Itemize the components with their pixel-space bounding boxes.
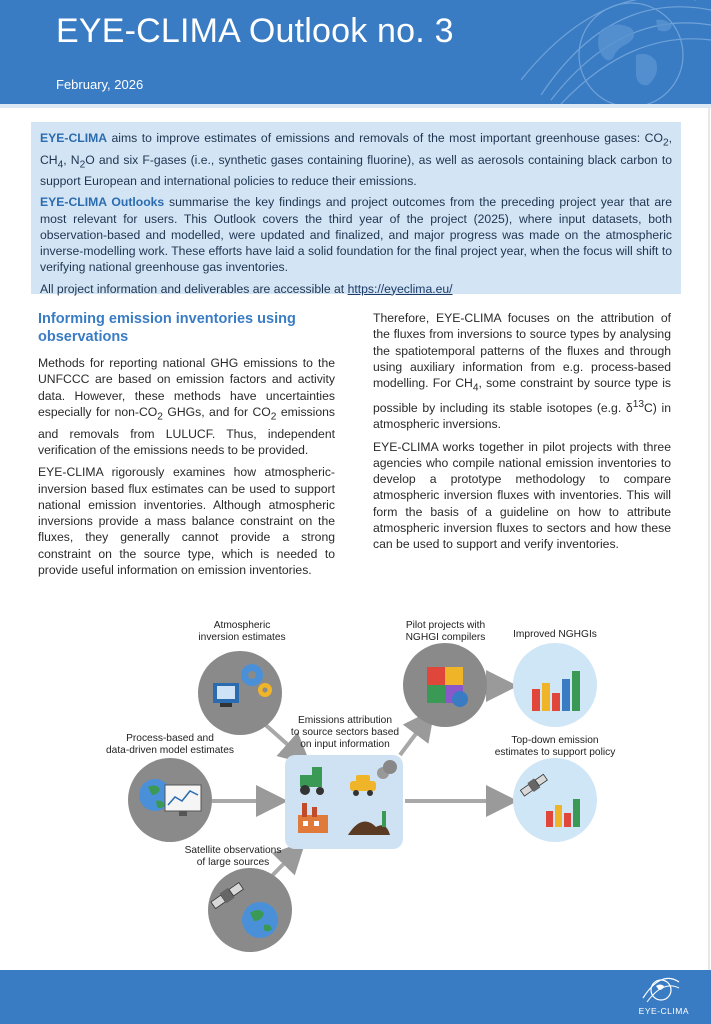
right-column [373,310,671,559]
label-line: NGHGI compilers [405,632,486,643]
publication-date: February, 2026 [56,77,144,92]
label-line: Emissions attribution [298,715,392,726]
label-line: Improved NGHGIs [513,629,597,640]
intro-paragraph-2 [40,194,672,275]
improved-nghgi-node [513,643,597,727]
label-line: Pilot projects with [405,620,486,631]
subscript: 2 [157,411,163,423]
label-line: inversion estimates [198,632,286,643]
intro-box [31,122,681,294]
subscript: 4 [472,382,479,394]
intro-text: summarise the key findings and project outcomes from the preceding project year that are most relevant for users. This Outlook covers the third year of the project (2025), where input datasets, both observation-based and modelled, were updated and finalized, and major progress was made on the atmospheric inverse-modelling work. These efforts have laid a solid foundation for the final project year, when the focus will shift to verifying national greenhouse gas inventories. [40,195,673,275]
top-down-estimates-node [513,758,597,842]
label-top-down [480,735,630,759]
pilot-projects-node [403,643,487,727]
body-text: emissions and removals from LULUCF. Thus, independent verification of the emissions needs to be provided. [38,404,336,457]
left-column [38,355,335,584]
globe-logo-icon [521,0,711,108]
footer-logo-text: EYE-CLIMA [638,1006,689,1016]
intro-text: aims to improve estimates of emissions and removals of the most important greenhouse gases: CO [107,131,663,145]
page-edge-line [708,108,710,970]
body-text: Therefore, EYE-CLIMA focuses on the attribution of the fluxes from inversions to source types by analysing the spatiotemporal patterns of the fluxes and through using auxiliary information from e.g. process-based modelling. For CH [373,311,671,391]
right-paragraph-1 [373,310,671,433]
section-heading: Informing emission inventories using observations [38,311,296,345]
subscript: 4 [57,159,64,171]
label-line: Process-based and [126,733,214,744]
attribution-box [285,755,403,849]
subscript: 2 [270,411,277,423]
intro-text: All project information and deliverables are accessible at [40,281,348,296]
subscript: 2 [662,137,669,149]
eye-clima-logo-icon [641,974,681,1006]
label-line: data-driven model estimates [106,745,234,756]
body-text: , some constraint by source type is possible by including its stable isotopes (e.g. δ [373,376,671,415]
intro-paragraph-1 [40,130,672,189]
label-line: Top-down emission [511,735,599,746]
label-line: Satellite observations [184,845,282,856]
body-text: C) in atmospheric inversions. [373,400,672,432]
intro-paragraph-3 [40,281,672,297]
diagram-canvas [100,615,640,960]
label-improved-nghgi [495,629,615,641]
intro-lead-1: EYE-CLIMA [40,131,108,145]
label-line: of large sources [196,857,270,868]
body-text: Methods for reporting national GHG emissions to the UNFCCC are based on emission factors and activity data. However, these methods have uncertainties especially for non-CO [38,356,335,419]
label-line: to source sectors based [290,727,400,738]
body-text: GHGs, and for CO [162,404,271,419]
satellite-observation-node [208,868,292,952]
page-footer [0,970,711,1024]
page-header [0,0,711,108]
right-paragraph-2: EYE-CLIMA works together in pilot projects with three agencies who compile national emission inventories to develop a prototype methodology to compare atmospheric inversion fluxes with inventories. This will form the basis of a guideline on how to attribute atmospheric inversion fluxes to sectors and how these can be used to support and verify inventories. [373,439,671,552]
left-paragraph-2: EYE-CLIMA rigorously examines how atmospheric-inversion based flux estimates can be used to support national emission inventories. Although atmospheric inversions provide a mass balance constraint on the fluxes, they generally cannot provide a strong constraint on the source type, which is needed to provide useful information on emission inventories. [38,465,335,577]
intro-text: O and six F-gases (i.e., synthetic gases containing fluorine), as well as aerosols containing black carbon to support European and international policies to reduce their emissions. [40,152,672,189]
intro-text: , N [63,152,80,167]
intro-text: , CH [40,131,672,167]
label-line: Atmospheric [213,620,271,631]
label-pilot-projects [388,620,503,644]
label-line: on input information [300,739,390,750]
label-process-model [90,733,250,757]
label-line: estimates to support policy [494,747,616,758]
process-model-node [128,758,212,842]
label-attribution [280,715,410,751]
label-atmospheric-inversion [182,620,302,644]
subscript: 2 [79,159,86,171]
workflow-diagram [100,615,640,960]
label-satellite [168,845,298,869]
superscript: 13 [632,398,644,410]
project-link[interactable]: https://eyeclima.eu/ [347,281,453,296]
header-stripe [0,104,711,108]
page-title: EYE-CLIMA Outlook no. 3 [56,12,454,50]
left-paragraph-1 [38,355,335,458]
atmospheric-inversion-node [198,651,282,735]
intro-lead-2: EYE-CLIMA Outlooks [40,195,165,210]
